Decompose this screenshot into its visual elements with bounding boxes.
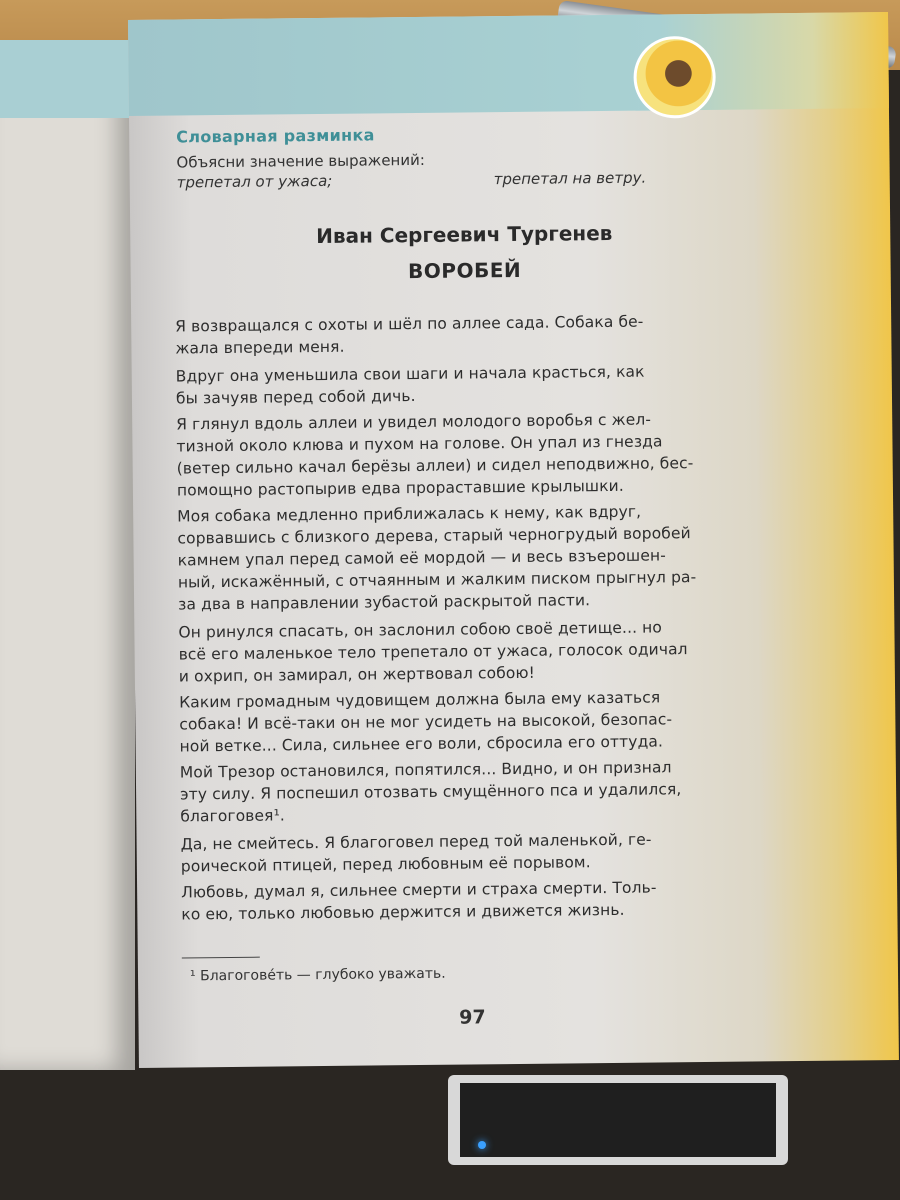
left-page	[0, 40, 135, 1070]
tablet-screen	[460, 1083, 776, 1157]
footnote: ¹ Благогове́ть — глубоко уважать.	[189, 965, 446, 985]
bird-medallion-icon	[633, 36, 716, 119]
page-number: 97	[459, 1006, 486, 1029]
page-header-band	[128, 12, 889, 116]
text-line: помощно растопырив едва прораставшие крылышки.	[176, 476, 624, 500]
text-line: эту силу. Я поспешил отозвать смущённого пса и удалился,	[180, 780, 682, 804]
text-line: Вдруг она уменьшила свои шаги и начала красться, как	[175, 362, 645, 386]
text-line: Любовь, думал я, сильнее смерти и страха смерти. Толь-	[181, 878, 657, 902]
left-page-header-band	[0, 40, 135, 118]
text-line: сорвавшись с близкого дерева, старый черногрудый воробей	[177, 524, 691, 548]
text-line: Каким громадным чудовищем должна была ему казаться	[179, 688, 661, 712]
page-content	[173, 121, 773, 1029]
text-line: Он ринулся спасать, он заслонил собою своё детище... но	[178, 618, 663, 642]
text-line: благоговея¹.	[180, 806, 285, 826]
text-line: бы зачуяв перед собой дичь.	[175, 387, 416, 408]
warmup-expression-2: трепетал на ветру.	[493, 168, 647, 189]
text-line: собака! И всё-таки он не мог усидеть на высокой, безопас-	[179, 710, 673, 734]
text-line: ко ею, только любовью держится и движется жизнь.	[181, 900, 625, 924]
tablet-device	[448, 1075, 788, 1165]
text-line: ной ветке... Сила, сильнее его воли, сбросила его оттуда.	[179, 732, 664, 756]
text-line: ный, искажённый, с отчаянным и жалким писком прыгнул ра-	[177, 568, 697, 592]
text-line: камнем упал перед самой её мордой — и весь взъерошен-	[177, 546, 666, 570]
author-name: Иван Сергеевич Тургенев	[316, 220, 613, 249]
warmup-expression-1: трепетал от ужаса;	[176, 171, 333, 192]
warmup-title: Словарная разминка	[176, 125, 375, 147]
power-led-icon	[478, 1141, 486, 1149]
text-line: за два в направлении зубастой раскрытой пасти.	[178, 591, 591, 614]
text-line: (ветер сильно качал берёзы аллеи) и сидел неподвижно, бес-	[176, 454, 694, 478]
text-line: роической птицей, перед любовным её порывом.	[180, 853, 591, 876]
right-page	[128, 12, 899, 1068]
text-line: Моя собака медленно приближалась к нему, как вдруг,	[177, 502, 642, 526]
text-line: Я возвращался с охоты и шёл по аллее сада. Собака бе-	[175, 312, 644, 336]
text-line: и охрип, он замирал, он жертвовал собою!	[178, 663, 535, 686]
footnote-rule	[182, 957, 260, 959]
text-line: тизной около клюва и пухом на голове. Он упал из гнезда	[176, 432, 663, 456]
text-line: жала впереди меня.	[175, 337, 345, 358]
text-line: всё его маленькое тело трепетало от ужаса, голосок одичал	[178, 640, 688, 664]
warmup-task: Объясни значение выражений:	[176, 150, 425, 172]
text-line: Я глянул вдоль аллеи и увидел молодого воробья с жел-	[176, 410, 652, 434]
text-line: Да, не смейтесь. Я благоговел перед той маленькой, ге-	[180, 830, 652, 854]
story-title: ВОРОБЕЙ	[407, 257, 522, 284]
text-line: Мой Трезор остановился, попятился... Видно, и он признал	[179, 758, 672, 782]
